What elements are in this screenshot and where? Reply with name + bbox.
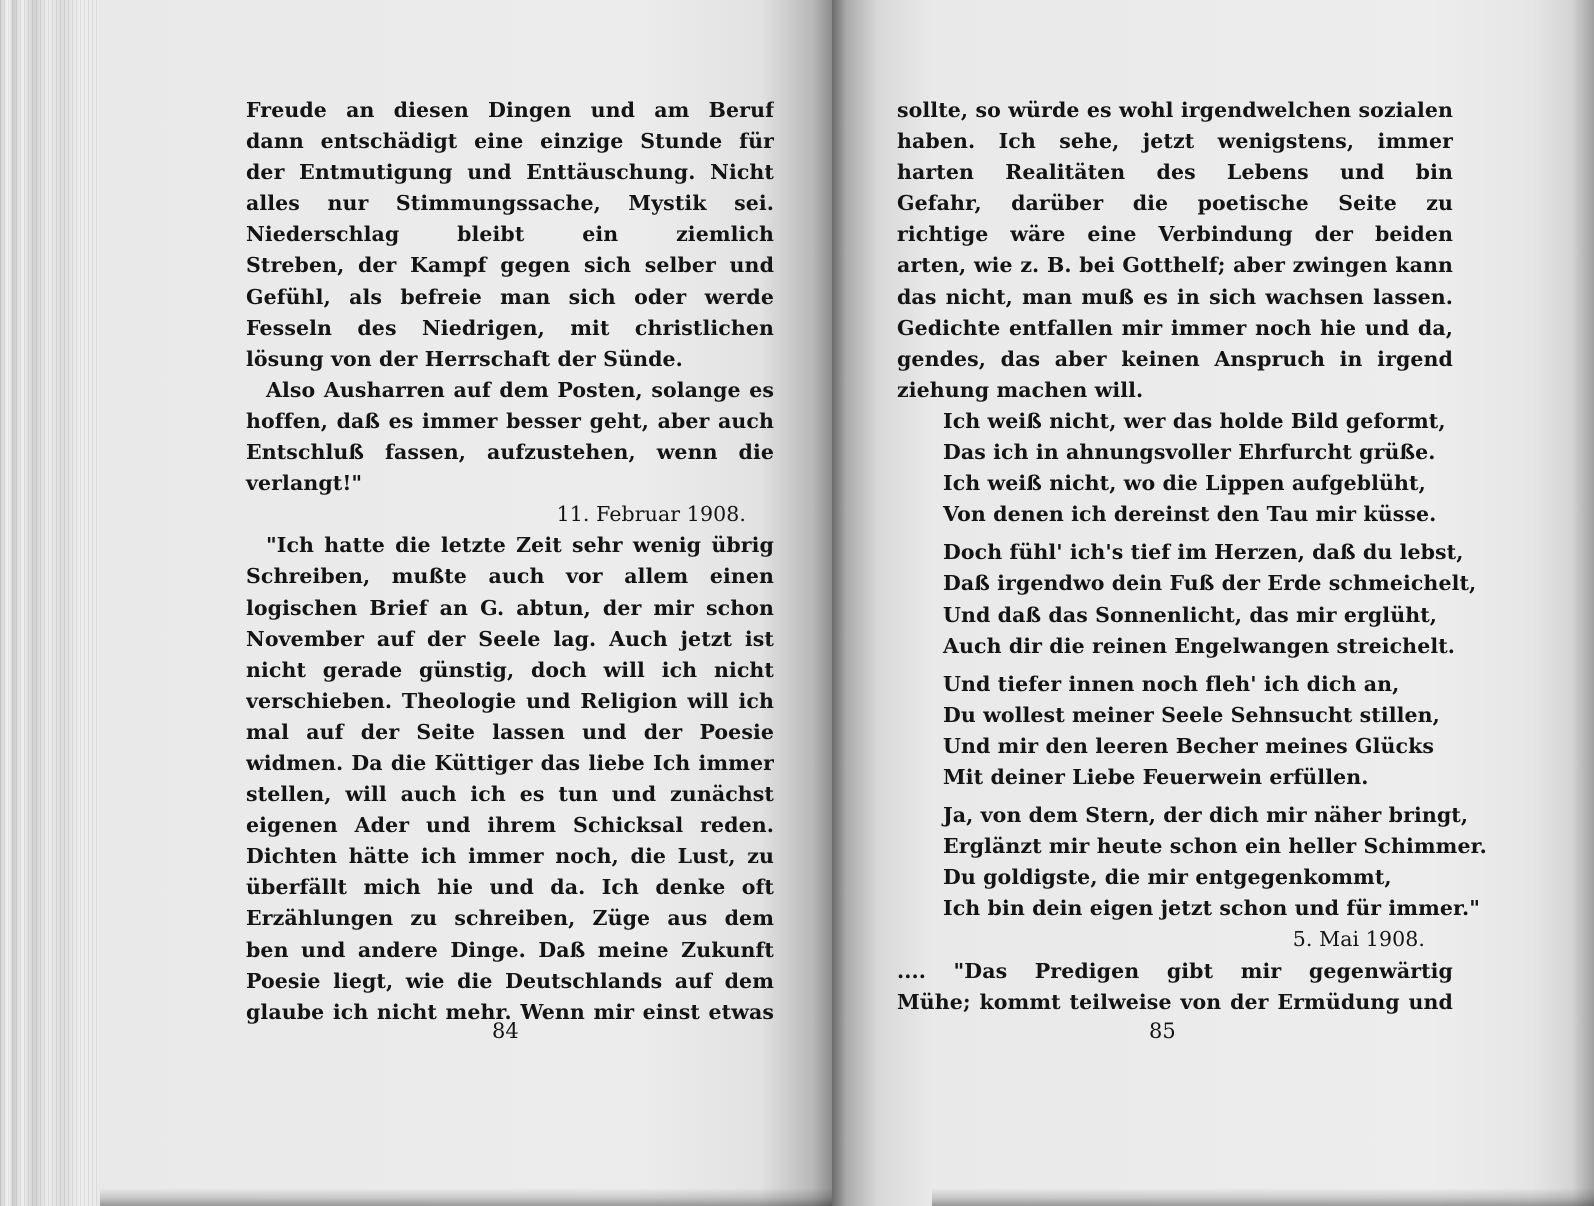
poem-line: Daß irgendwo dein Fuß der Erde schmeichelt,	[943, 571, 1477, 596]
text-line: nicht gerade günstig, doch will ich nicht	[246, 657, 774, 682]
poem-line: Ja, von dem Stern, der dich mir näher bringt,	[943, 803, 1469, 828]
page-stack-edge	[0, 0, 100, 1206]
text-line: sollte, so würde es wohl irgendwelchen sozialen	[897, 98, 1453, 122]
text-line: eigenen Ader und ihrem Schicksal reden.	[246, 813, 774, 838]
poem-line: Von denen ich dereinst den Tau mir küsse.	[943, 502, 1437, 527]
text-line: arten, wie z. B. bei Gotthelf; aber zwingen kann	[897, 253, 1453, 278]
poem-line: Du goldigste, die mir entgegenkommt,	[943, 865, 1392, 890]
text-line: November auf der Seele lag. Auch jetzt ist	[246, 626, 774, 651]
text-line: überfällt mich hie und da. Ich denke oft	[246, 875, 774, 900]
text-line: Mühe; kommt teilweise von der Ermüdung und	[897, 989, 1453, 1014]
poem-line: Das ich in ahnungsvoller Ehrfurcht grüße.	[943, 440, 1436, 465]
text-line: Dichten hätte ich immer noch, die Lust, zu	[246, 844, 774, 869]
text-line: harten Realitäten des Lebens und bin	[897, 160, 1453, 185]
text-line: Poesie liegt, wie die Deutschlands auf dem	[246, 968, 774, 993]
text-line: Entschluß fassen, aufzustehen, wenn die	[246, 440, 774, 465]
text-line: gendes, das aber keinen Anspruch in irgend	[897, 346, 1453, 371]
right-page-text	[897, 95, 1487, 1018]
poem-line: Doch fühl' ich's tief im Herzen, daß du lebst,	[943, 540, 1464, 565]
text-line: Gefahr, darüber die poetische Seite zu	[897, 191, 1453, 216]
text-line: dann entschädigt eine einzige Stunde für	[246, 129, 774, 154]
poem-line: Ich weiß nicht, wo die Lippen aufgeblüht,	[943, 471, 1426, 496]
poem-line: Ich weiß nicht, wer das holde Bild geformt,	[943, 408, 1446, 433]
poem-line: Du wollest meiner Seele Sehnsucht stillen,	[943, 702, 1440, 727]
text-line: Freude an diesen Dingen und am Beruf	[246, 98, 774, 122]
stanza-gap	[897, 530, 1453, 537]
poem-line: Und tiefer innen noch fleh' ich dich an,	[943, 671, 1400, 696]
page-bottom-edge	[932, 1188, 1594, 1206]
right-page	[832, 0, 1594, 1206]
text-line: richtige wäre eine Verbindung der beiden	[897, 222, 1453, 247]
text-line: Fesseln des Niedrigen, mit christlichen	[246, 315, 774, 340]
page-number: 85	[1149, 1019, 1176, 1043]
text-line: Gedichte entfallen mir immer noch hie und da,	[897, 315, 1453, 340]
text-line: "Ich hatte die letzte Zeit sehr wenig übrig	[266, 533, 774, 558]
poem-stanza	[897, 406, 1453, 530]
text-line: Gefühl, als befreie man sich oder werde	[246, 284, 774, 309]
left-page-text	[246, 95, 774, 1028]
page-number: 84	[492, 1019, 519, 1043]
poem-stanza	[897, 800, 1487, 924]
text-line: Niederschlag bleibt ein ziemlich	[246, 222, 774, 247]
text-line: logischen Brief an G. abtun, der mir schon	[246, 595, 774, 620]
text-line: lösung von der Herrschaft der Sünde.	[246, 346, 683, 371]
text-line: Schreiben, mußte auch vor allem einen	[246, 564, 774, 589]
poem-line: Auch dir die reinen Engelwangen streichelt.	[943, 633, 1456, 658]
poem-line: Und daß das Sonnenlicht, das mir erglüht,	[943, 602, 1438, 627]
stanza-gap	[897, 793, 1453, 800]
date-line: 11. Februar 1908.	[556, 502, 746, 527]
text-line: verschieben. Theologie und Religion will ich	[246, 688, 774, 713]
poem-line: Mit deiner Liebe Feuerwein erfüllen.	[943, 764, 1369, 789]
page-bottom-edge	[100, 1188, 832, 1206]
text-line: Erzählungen zu schreiben, Züge aus dem	[246, 906, 774, 931]
date-line: 5. Mai 1908.	[1292, 927, 1425, 952]
text-line: mal auf der Seite lassen und der Poesie	[246, 719, 774, 744]
poem	[897, 406, 1487, 925]
stanza-gap	[897, 662, 1453, 669]
text-line: das nicht, man muß es in sich wachsen lassen.	[897, 284, 1453, 309]
text-line: glaube ich nicht mehr. Wenn mir einst etwas	[246, 999, 774, 1024]
text-line: verlangt!"	[246, 471, 363, 496]
text-line: .... "Das Predigen gibt mir gegenwärtig	[897, 958, 1453, 983]
text-line: Streben, der Kampf gegen sich selber und	[246, 253, 774, 278]
poem-stanza	[897, 669, 1453, 793]
text-line: stellen, will auch ich es tun und zunächst	[246, 782, 774, 807]
poem-stanza	[897, 537, 1477, 661]
text-line: ben und andere Dinge. Daß meine Zukunft	[246, 937, 774, 962]
text-line: der Entmutigung und Enttäuschung. Nicht	[246, 160, 774, 185]
poem-line: Und mir den leeren Becher meines Glücks	[943, 733, 1435, 758]
text-line: haben. Ich sehe, jetzt wenigstens, immer	[897, 129, 1453, 154]
text-line: hoffen, daß es immer besser geht, aber auch	[246, 408, 774, 433]
text-line: alles nur Stimmungssache, Mystik sei.	[246, 191, 774, 216]
poem-line: Ich bin dein eigen jetzt schon und für immer."	[943, 896, 1481, 921]
poem-line: Erglänzt mir heute schon ein heller Schimmer.	[943, 834, 1487, 859]
text-line: ziehung machen will.	[897, 377, 1144, 402]
text-line: widmen. Da die Küttiger das liebe Ich immer	[246, 750, 774, 775]
text-line: Also Ausharren auf dem Posten, solange es	[266, 377, 774, 402]
